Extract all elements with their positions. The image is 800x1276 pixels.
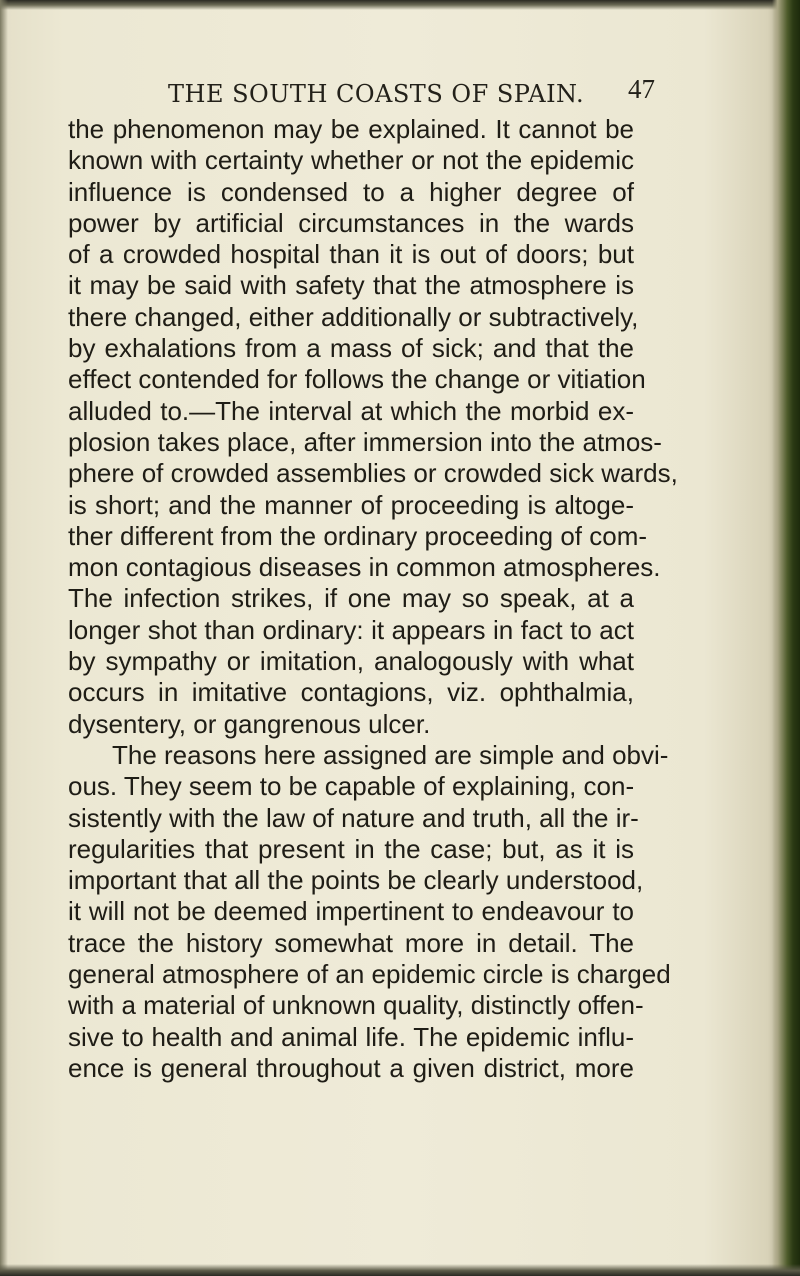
text-line: influence is condensed to a higher degree of: [68, 176, 634, 207]
text-line: ther different from the ordinary proceeding of com-: [68, 520, 648, 551]
text-line: by sympathy or imitation, analogously with what: [68, 646, 634, 677]
text-line: with a material of unknown quality, distinctly offen-: [68, 990, 644, 1021]
paragraph-start-line: The reasons here assigned are simple and obvi-: [112, 739, 669, 770]
text-line: trace the history somewhat more in detail. The: [68, 927, 634, 958]
text-line: of a crowded hospital than it is out of doors; but: [68, 239, 634, 270]
text-line: alluded to.—The interval at which the morbid ex-: [68, 395, 634, 426]
text-line: important that all the points be clearly understood,: [68, 865, 644, 896]
text-line: the phenomenon may be explained. It cannot be: [68, 114, 634, 144]
text-line: occurs in imitative contagions, viz. ophthalmia,: [68, 677, 634, 708]
text-line: regularities that present in the case; but, as it is: [68, 833, 634, 864]
text-line: ence is general throughout a given district, more: [68, 1052, 634, 1083]
text-line: plosion takes place, after immersion into the atmos-: [68, 426, 662, 457]
text-line: ous. They seem to be capable of explaining, con-: [68, 771, 635, 802]
page-number: 47: [628, 74, 655, 104]
text-line: known with certainty whether or not the epidemic: [68, 145, 634, 176]
text-line: The infection strikes, if one may so speak, at a: [68, 583, 634, 614]
text-line: longer shot than ordinary: it appears in fact to act: [68, 614, 634, 645]
page-left-shadow: [0, 0, 8, 1276]
text-line: it will not be deemed impertinent to endeavour to: [68, 896, 634, 927]
text-line: there changed, either additionally or subtractively,: [68, 301, 639, 332]
body-text: [68, 114, 678, 1084]
book-binding-edge: [772, 0, 800, 1276]
running-head: THE SOUTH COASTS OF SPAIN.: [168, 80, 585, 108]
paragraph-end-line: dysentery, or gangrenous ulcer.: [68, 708, 431, 739]
text-line: mon contagious diseases in common atmospheres.: [68, 552, 661, 583]
text-line: by exhalations from a mass of sick; and that the: [68, 333, 634, 364]
text-line: phere of crowded assemblies or crowded sick wards,: [68, 458, 678, 489]
text-line: effect contended for follows the change or vitiation: [68, 364, 646, 395]
page-bottom-shadow: [0, 1264, 800, 1276]
text-line: sive to health and animal life. The epidemic influ-: [68, 1021, 634, 1052]
text-line: is short; and the manner of proceeding is altoge-: [68, 489, 634, 520]
text-line: power by artificial circumstances in the wards: [68, 207, 634, 238]
text-line: sistently with the law of nature and truth, all the ir-: [68, 802, 639, 833]
text-line: it may be said with safety that the atmosphere is: [68, 270, 634, 301]
page-top-shadow: [0, 0, 800, 10]
text-line: general atmosphere of an epidemic circle is charged: [68, 959, 671, 990]
